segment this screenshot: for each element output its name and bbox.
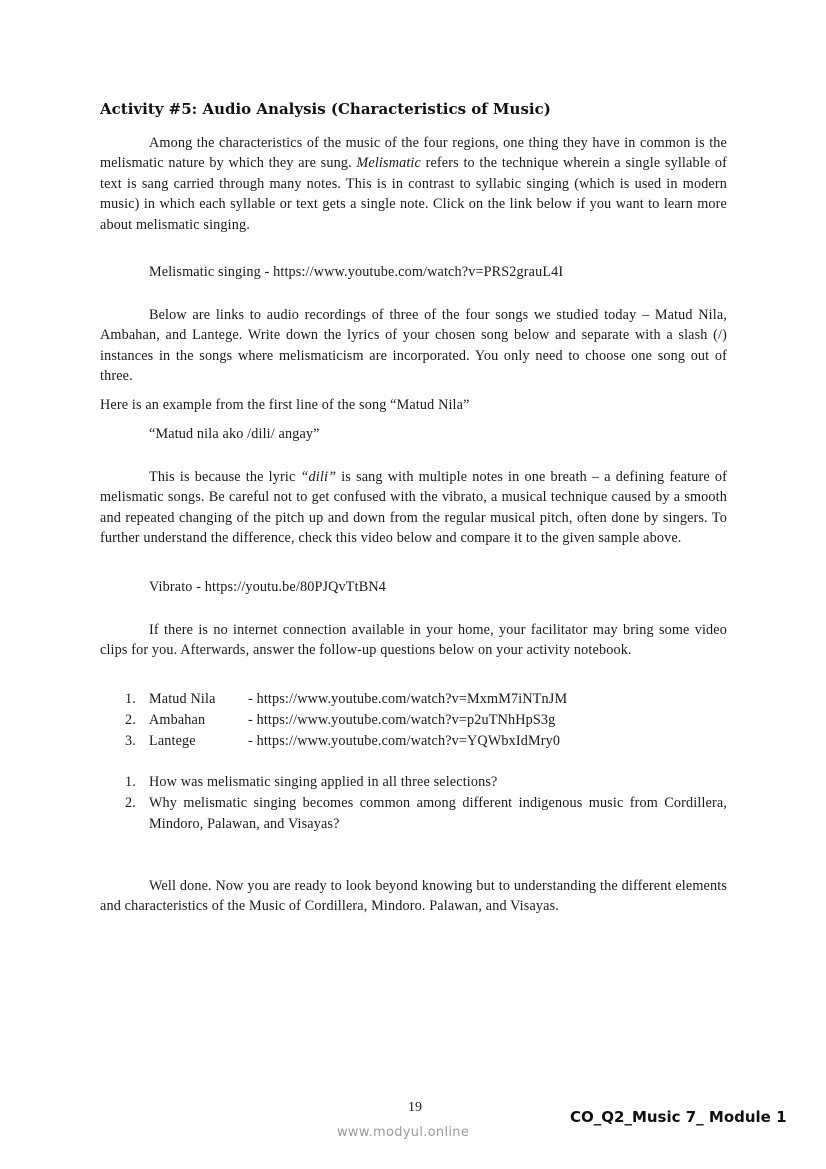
- watermark: www.modyul.online: [337, 1125, 470, 1140]
- question-item: 2. Why melismatic singing becomes common among different indigenous music from Cordillera, Mindoro, Palawan, and Visayas?: [125, 794, 727, 832]
- closing-text: Well done. Now you are ready to look beyond knowing but to understanding the different elements and characteristics of the Music of Cordillera, Mindoro. Palawan, and Visayas.: [100, 878, 727, 915]
- example-intro: Here is an example from the first line of the song “Matud Nila”: [100, 397, 470, 413]
- vibrato-link[interactable]: Vibrato - https://youtu.be/80PJQvTtBN4: [149, 579, 386, 595]
- vibrato-text-2: is sang with multiple notes in one breath – a defining feature of melismatic songs. Be careful not to get confused with the vibrato, a musical technique caused by a smooth and repeated changing of the pitch up and down from the regular musical pitch, often done by singers. To further understand the difference, check this video below and compare it to the given sample above.: [100, 469, 727, 547]
- activity-heading: Activity #5: Audio Analysis (Characteristics of Music): [100, 100, 551, 118]
- song-url[interactable]: - https://www.youtube.com/watch?v=YQWbxIdMry0: [248, 732, 561, 749]
- songs-paragraph: [100, 305, 727, 387]
- vibrato-text-1: This is because the lyric: [149, 469, 301, 485]
- song-links-list: [100, 689, 727, 751]
- song-link-item[interactable]: 3. Lantege - https://www.youtube.com/watch?v=YQWbxIdMry0: [100, 731, 727, 752]
- songs-text: Below are links to audio recordings of three of the four songs we studied today – Matud Nila, Ambahan, and Lantege. Write down the lyrics of your chosen song below and separate with a slash (/) instances in the songs where melismaticism are incorporated. You only need to choose one song out of three.: [100, 307, 727, 385]
- melismatic-link[interactable]: Melismatic singing - https://www.youtube.com/watch?v=PRS2grauL4I: [149, 264, 564, 280]
- module-label: CO_Q2_Music 7_ Module 1: [570, 1108, 787, 1126]
- song-url[interactable]: - https://www.youtube.com/watch?v=MxmM7iNTnJM: [248, 691, 568, 707]
- song-name: Ambahan: [149, 711, 206, 728]
- melismatic-term: Melismatic: [356, 155, 421, 172]
- questions-list: [100, 772, 727, 834]
- dili-term: “dili”: [300, 469, 337, 485]
- intro-text-2: refers to the technique wherein a single syllable of text is sang carried through many notes. This is in contrast to syllabic singing (which is used in modern music) in which each syllable or text gets a single note. Click on the link below if you want to learn more about melismatic singing.: [100, 155, 727, 233]
- page-number: 19: [408, 1100, 422, 1115]
- question-text: Why melismatic singing becomes common among different indigenous music from Cordillera, Mindoro, Palawan, and Visayas?: [149, 794, 727, 832]
- song-name: Lantege: [149, 732, 196, 749]
- facilitator-text: If there is no internet connection available in your home, your facilitator may bring some video clips for you. Afterwards, answer the follow-up questions below on your activity notebook.: [100, 622, 727, 659]
- song-url[interactable]: - https://www.youtube.com/watch?v=p2uTNhHpS3g: [248, 711, 556, 728]
- song-link-item[interactable]: 2. Ambahan - https://www.youtube.com/watch?v=p2uTNhHpS3g: [100, 710, 727, 731]
- song-name: Matud Nila: [149, 691, 216, 707]
- question-item: 1. How was melismatic singing applied in all three selections?: [125, 774, 498, 790]
- intro-text-1: Among the characteristics of the music of the four regions, one thing they have in common is the melismatic nature by which they are sung.: [100, 135, 727, 172]
- facilitator-paragraph: [100, 620, 727, 661]
- closing-paragraph: [100, 876, 727, 917]
- example-line: “Matud nila ako /dili/ angay”: [149, 426, 320, 442]
- vibrato-paragraph: [100, 467, 727, 549]
- intro-paragraph: [100, 133, 727, 235]
- question-text: How was melismatic singing applied in all three selections?: [149, 774, 498, 790]
- song-link-item[interactable]: 1. Matud Nila - https://www.youtube.com/watch?v=MxmM7iNTnJM: [100, 689, 727, 710]
